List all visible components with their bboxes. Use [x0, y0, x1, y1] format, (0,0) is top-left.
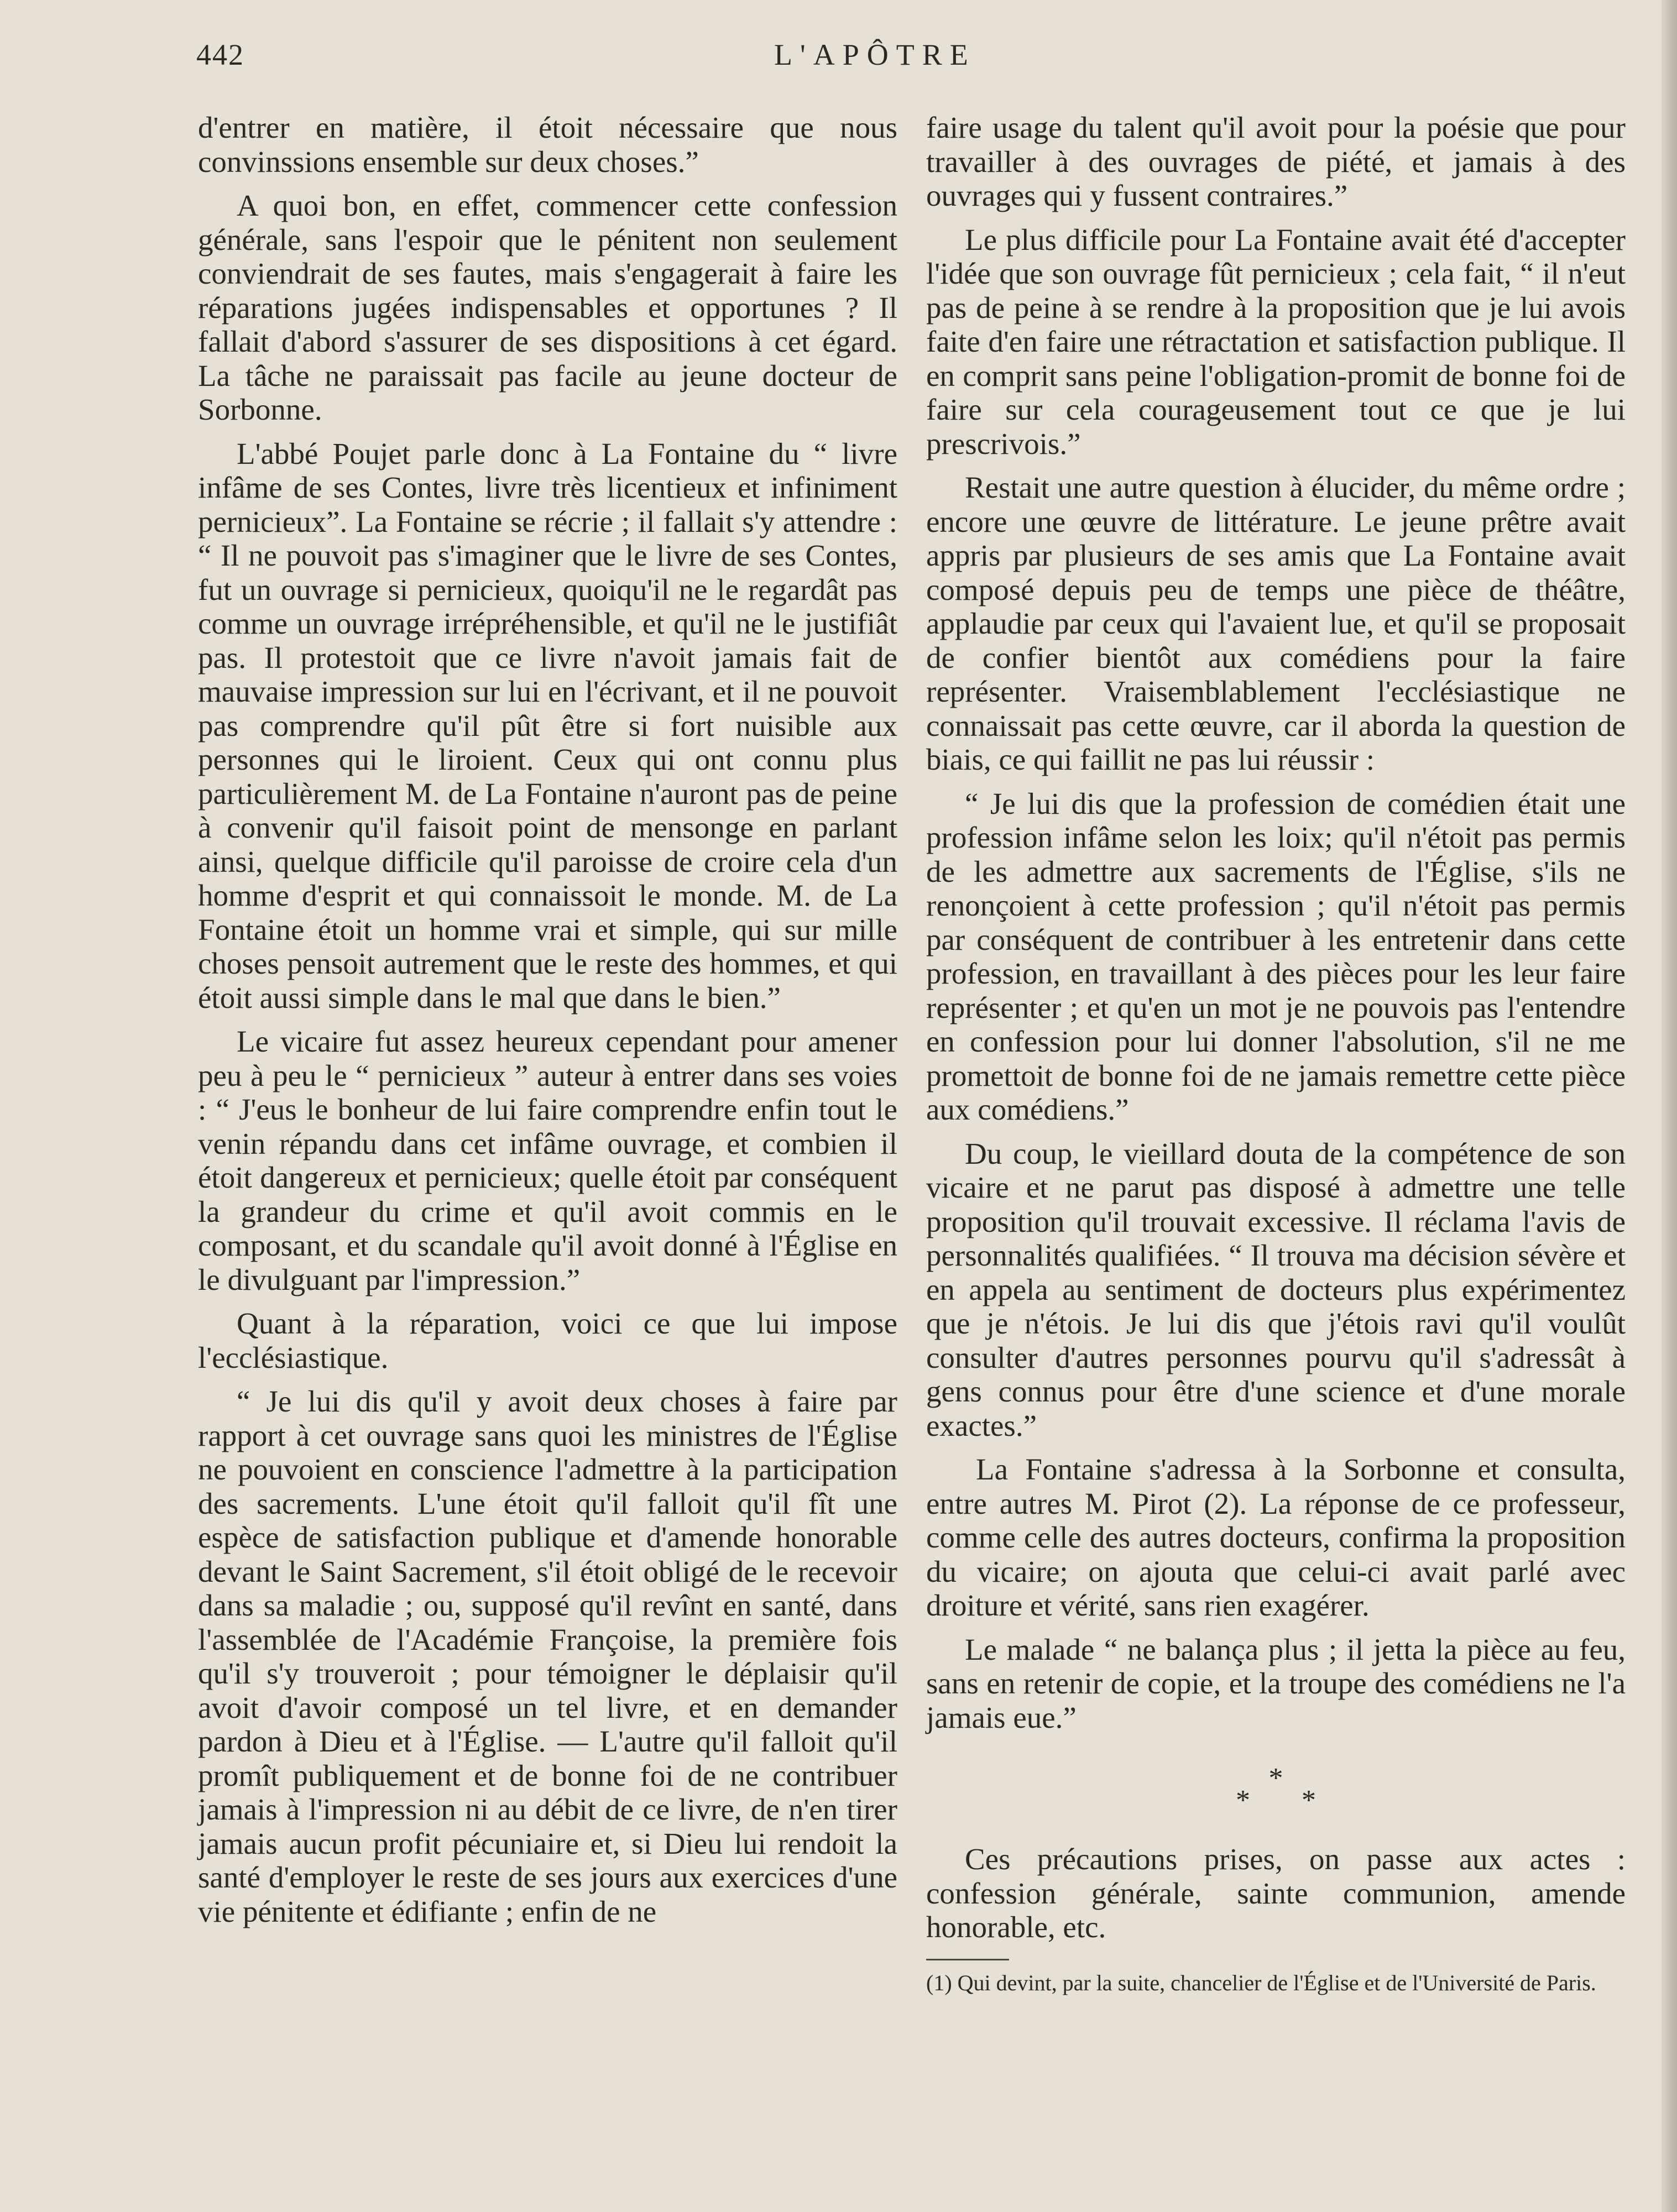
- paragraph: Le vicaire fut assez heureux cependant pour amener peu à peu le “ pernicieux ” auteur à entrer dans ses voies : “ J'eus le bonheur de lui faire comprendre enfin tout le venin répandu dans cet infâme ouvrage, et combien il étoit dangereux et pernicieux; quelle étoit par conséquent la grandeur du crime et qu'il avoit commis en le composant, et du scandale qu'il avoit donné à l'Église en le divulguant par l'impression.”: [198, 1024, 897, 1296]
- quoted-paragraph: “ Je lui dis qu'il y avoit deux choses à faire par rapport à cet ouvrage sans quoi les ministres de l'Église ne pouvoient en conscience l'admettre à la participation des sacrements. L'une étoit qu'il falloit qu'il fît une espèce de satisfaction publique et d'amende honorable devant le Saint Sacrement, s'il étoit obligé de le recevoir dans sa maladie ; ou, supposé qu'il revînt en santé, dans l'assemblée de l'Académie Françoise, la première fois qu'il s'y trouveroit ; pour témoigner le déplaisir qu'il avoit d'avoir composé un tel livre, et en demander pardon à Dieu et à l'Église. — L'autre qu'il falloit qu'il promît publiquement et de bonne foi de ne contribuer jamais à l'impression ni au débit de ce livre, de n'en tirer jamais aucun profit pécuniaire et, si Dieu lui rendoit la santé d'employer le reste de ses jours aux exercices d'une vie pénitente et édifiante ; enfin de ne: [198, 1384, 897, 1928]
- paragraph: Du coup, le vieillard douta de la compétence de son vicaire et ne parut pas disposé à admettre une telle proposition qu'il trouvait excessive. Il réclama l'avis de personnalités qualifiées. “ Il trouva ma décision sévère et en appela au sentiment de docteurs plus expérimentez que je n'étois. Je lui dis que j'étois ravi qu'il voulût consulter d'autres personnes pourvu qu'il s'adressât à gens connus pour être d'une science et d'une morale exactes.”: [926, 1136, 1626, 1442]
- footnote-rule: [926, 1959, 1009, 1960]
- paragraph: Restait une autre question à élucider, du même ordre ; encore une œuvre de littérature. Le jeune prêtre avait appris par plusieurs de ses amis que La Fontaine avait composé depuis peu de temps une pièce de théâtre, applaudie par ceux qui l'avaient lue, et qu'il se proposait de confier bientôt aux comédiens pour la faire représenter. Vraisemblablement l'ecclésiastique ne connaissait pas cette œuvre, car il aborda la question de biais, ce qui faillit ne pas lui réussir :: [926, 470, 1626, 776]
- asterism-bottom: * *: [1236, 1785, 1338, 1816]
- left-column: [198, 111, 897, 1938]
- quoted-paragraph: “ Je lui dis que la profession de comédien était une profession infâme selon les loix; qu'il n'étoit pas permis de les admettre aux sacrements de l'Église, s'ils ne renonçoient à cette profession ; qu'il n'étoit pas permis par conséquent de contribuer à les entretenir dans cette profession, en travaillant à des pièces pour les leur faire représenter ; et qu'en un mot je ne pouvois pas l'entendre en confession pour lui donner l'absolution, s'il ne me promettoit de bonne foi de ne jamais remettre cette pièce aux comédiens.”: [926, 786, 1626, 1126]
- paragraph: Le malade “ ne balança plus ; il jetta la pièce au feu, sans en retenir de copie, et la troupe des comédiens ne l'a jamais eue.”: [926, 1632, 1626, 1734]
- page-edge-shadow: [1662, 0, 1677, 2212]
- paragraph: La Fontaine s'adressa à la Sorbonne et consulta, entre autres M. Pirot (2). La réponse de ce professeur, comme celle des autres docteurs, confirma la proposition du vicaire; on ajouta que celui-ci avait parlé avec droiture et vérité, sans rien exagérer.: [926, 1452, 1626, 1622]
- paragraph: A quoi bon, en effet, commencer cette confession générale, sans l'espoir que le pénitent non seulement conviendrait de ses fautes, mais s'engagerait à faire les réparations jugées indispensables et opportunes ? Il fallait d'abord s'assurer de ses dispositions à cet égard. La tâche ne paraissait pas facile au jeune docteur de Sorbonne.: [198, 189, 897, 426]
- right-column: [926, 111, 1626, 2006]
- paragraph: Le plus difficile pour La Fontaine avait été d'accepter l'idée que son ouvrage fût pernicieux ; cela fait, “ il n'eut pas de peine à se rendre à la proposition que je lui avois faite d'en faire une rétractation et satisfaction publique. Il en comprit sans peine l'obligation-promit de bonne foi de faire sur cela courageusement tout ce que je lui prescrivois.”: [926, 222, 1626, 461]
- closing-paragraph: Ces précautions prises, on passe aux actes : confession générale, sainte communion, amende honorable, etc.: [926, 1842, 1626, 1944]
- page-number: 442: [196, 38, 244, 71]
- asterism-top: *: [1268, 1763, 1305, 1794]
- paragraph: faire usage du talent qu'il avoit pour la poésie que pour travailler à des ouvrages de piété, et jamais à des ouvrages qui y fussent contraires.”: [926, 111, 1626, 212]
- paragraph: L'abbé Poujet parle donc à La Fontaine du “ livre infâme de ses Contes, livre très licentieux et infiniment pernicieux”. La Fontaine se récrie ; il fallait s'y attendre : “ Il ne pouvoit pas s'imaginer que le livre de ses Contes, fut un ouvrage si pernicieux, quoiqu'il ne le regardât pas comme un ouvrage irrépréhensible, et qu'il ne le justifiât pas. Il protestoit que ce livre n'avoit jamais fait de mauvaise impression sur lui en l'écrivant, et il ne pouvoit pas comprendre qu'il pût être si fort nuisible aux personnes qui le liroient. Ceux qui ont connu plus particulièrement M. de La Fontaine n'auront pas de peine à convenir qu'il faisoit point de mensonge en parlant ainsi, quelque difficile qu'il paroisse de croire cela d'un homme d'esprit et qui connaissoit le monde. M. de La Fontaine étoit un homme vrai et simple, qui sur mille choses pensoit autrement que le reste des hommes, et qui étoit aussi simple dans le mal que dans le bien.”: [198, 436, 897, 1015]
- footnote: (1) Qui devint, par la suite, chancelier de l'Église et de l'Université de Paris.: [926, 1970, 1596, 1995]
- section-break-asterism: [926, 1763, 1626, 1816]
- running-header: [0, 32, 1677, 82]
- paragraph: Quant à la réparation, voici ce que lui impose l'ecclésiastique.: [198, 1306, 897, 1374]
- paragraph: d'entrer en matière, il étoit nécessaire que nous convinssions ensemble sur deux choses.”: [198, 111, 897, 179]
- running-title: L'APÔTRE: [774, 38, 976, 71]
